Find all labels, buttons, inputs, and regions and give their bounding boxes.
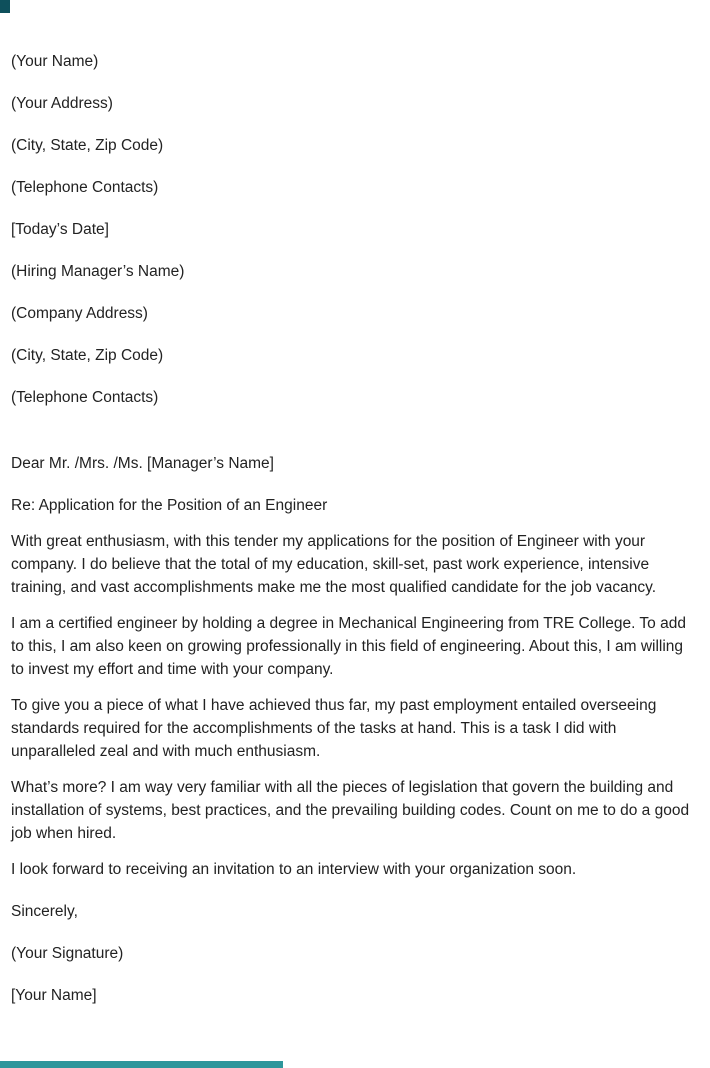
paragraph-1: With great enthusiasm, with this tender my applications for the position of Engineer with your company. I do believe that the total of my education, skill-set, past work experience, intensive training, and vast accomplishments make me the most qualified candidate for the job vacancy. <box>11 533 657 596</box>
bottom-accent-bar <box>0 1061 283 1068</box>
recipient-company-address-line: (Company Address) <box>11 305 148 322</box>
sender-name-line: (Your Name) <box>11 53 99 70</box>
signature-line: (Your Signature) <box>11 945 124 962</box>
recipient-name-line: (Hiring Manager’s Name) <box>11 263 185 280</box>
paragraph-4: What’s more? I am way very familiar with all the pieces of legislation that govern the building and installation of systems, best practices, and the prevailing building codes. Count on me to do a good job when hired. <box>11 779 690 842</box>
sender-address-line: (Your Address) <box>11 95 113 112</box>
signed-name-line: [Your Name] <box>11 987 97 1004</box>
paragraph-2: I am a certified engineer by holding a degree in Mechanical Engineering from TRE College. To add to this, I am also keen on growing professionally in this field of engineering. About this, I am willing to invest my effort and time with your company. <box>11 615 686 678</box>
closing-line: Sincerely, <box>11 903 78 920</box>
sender-city-state-zip-line: (City, State, Zip Code) <box>11 137 164 154</box>
paragraph-3: To give you a piece of what I have achieved thus far, my past employment entailed overseeing standards required for the accomplishments of the tasks at hand. This is a task I did with unparalleled zeal and with much enthusiasm. <box>11 697 657 760</box>
salutation-line: Dear Mr. /Mrs. /Ms. [Manager’s Name] <box>11 455 274 472</box>
recipient-city-state-zip-line: (City, State, Zip Code) <box>11 347 164 364</box>
sender-telephone-line: (Telephone Contacts) <box>11 179 159 196</box>
subject-line: Re: Application for the Position of an Engineer <box>11 497 328 514</box>
date-line: [Today’s Date] <box>11 221 109 238</box>
recipient-telephone-line: (Telephone Contacts) <box>11 389 159 406</box>
paragraph-5: I look forward to receiving an invitation to an interview with your organization soon. <box>11 861 577 878</box>
